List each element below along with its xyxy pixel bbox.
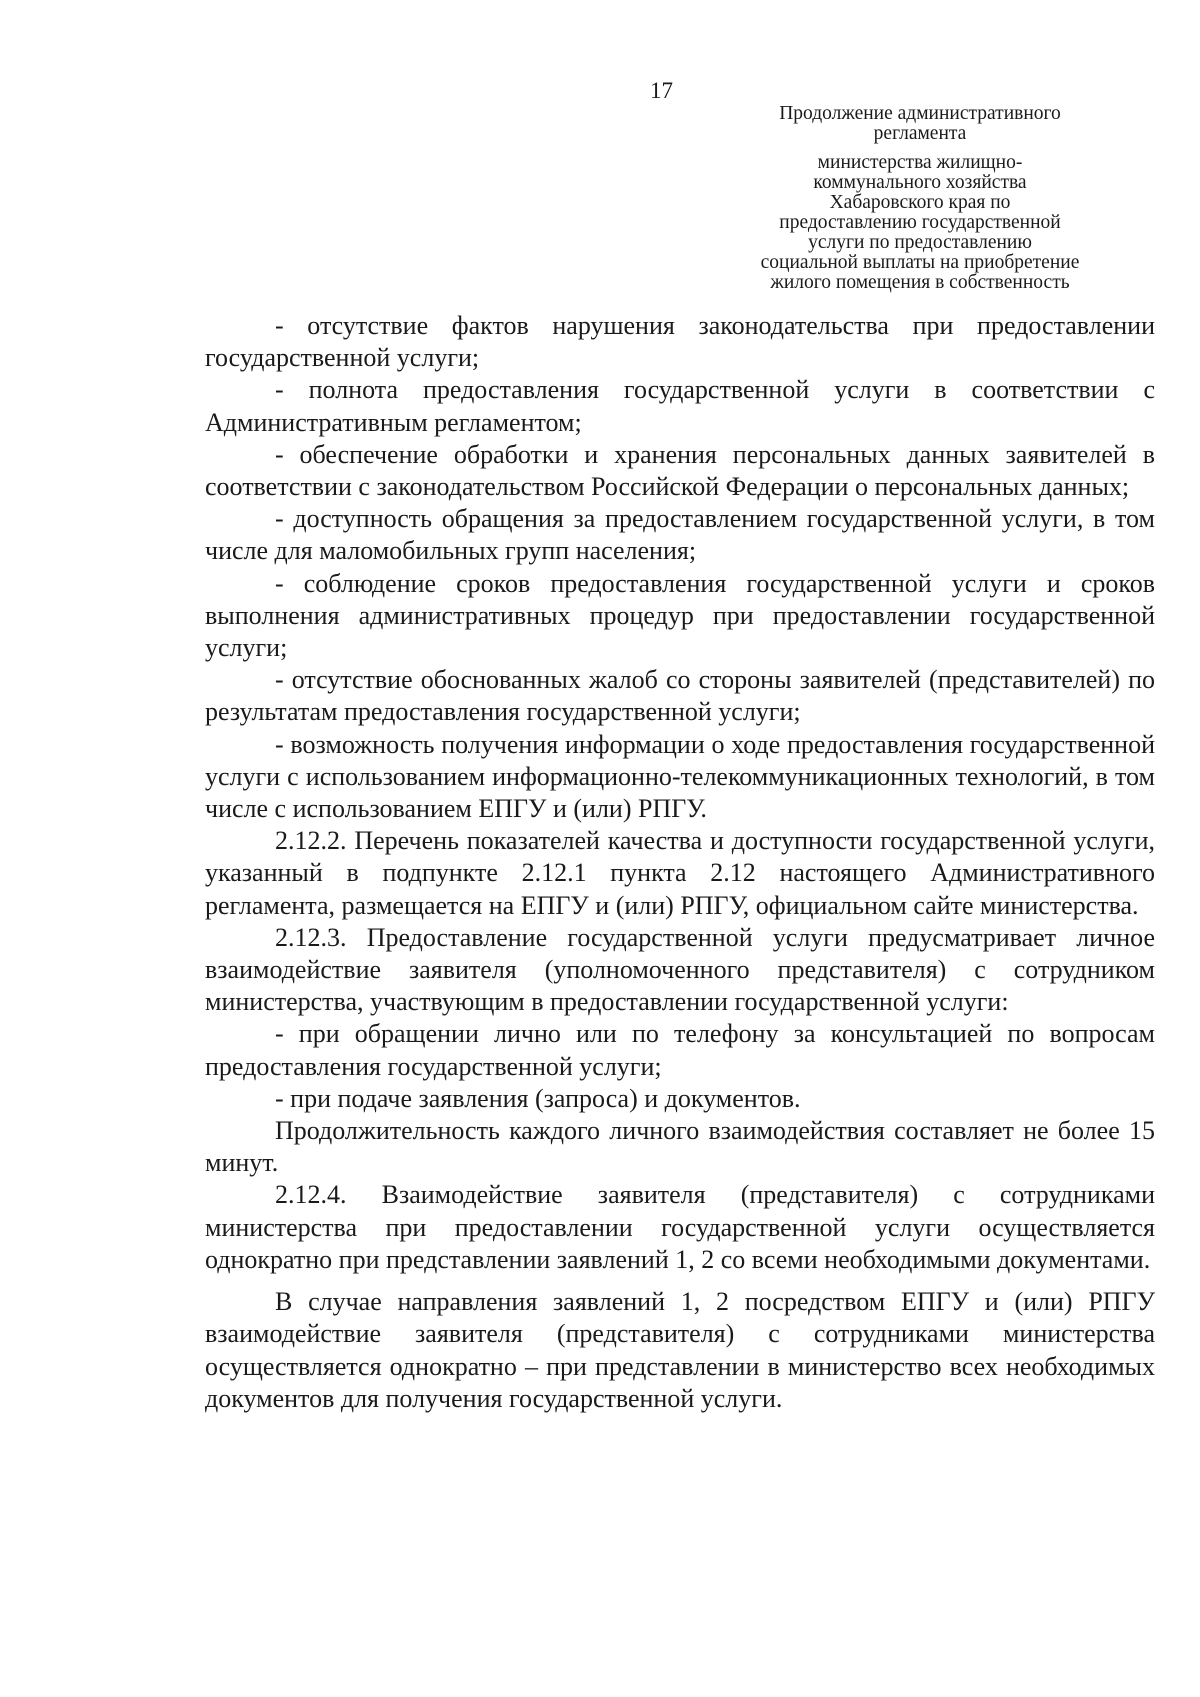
paragraph: 2.12.2. Перечень показателей качества и доступности государственной услуги, указанный в подпункте 2.12.1 пункта 2.12 настоящего Административного регламента, размещается на ЕПГУ и (или) РПГУ, официальном сайте министерства.	[205, 826, 1155, 920]
paragraph: - доступность обращения за предоставлением государственной услуги, в том числе для маломобильных групп населения;	[205, 504, 1155, 566]
header-line: коммунального хозяйства	[813, 172, 1027, 193]
header-line: регламента	[873, 123, 967, 144]
paragraph: - возможность получения информации о ходе предоставления государственной услуги с использованием информационно-телекоммуникационных технологий, в том числе с использованием ЕПГУ и (или) РПГУ.	[205, 729, 1155, 824]
paragraph: 2.12.4. Взаимодействие заявителя (представителя) с сотрудниками министерства при предоставлении государственной услуги осуществляется однократно при представлении заявлений 1, 2 со всеми необходимыми документами.	[205, 1180, 1155, 1274]
paragraph: - отсутствие фактов нарушения законодательства при предоставлении государственной услуги;	[205, 311, 1155, 373]
paragraph: Продолжительность каждого личного взаимодействия составляет не более 15 минут.	[205, 1116, 1155, 1178]
paragraph: В случае направления заявлений 1, 2 посредством ЕПГУ и (или) РПГУ взаимодействие заявителя (представителя) с сотрудниками министерства осуществляется однократно – при представлении в министерство всех необходимых документов для получения государственной услуги.	[205, 1287, 1155, 1413]
paragraph: - полнота предоставления государственной услуги в соответствии с Административным регламентом;	[205, 375, 1155, 437]
paragraph: 2.12.3. Предоставление государственной услуги предусматривает личное взаимодействие заявителя (уполномоченного представителя) с сотрудником министерства, участвующим в предоставлении государственной услуги:	[205, 922, 1155, 1017]
paragraph: - обеспечение обработки и хранения персональных данных заявителей в соответствии с законодательством Российской Федерации о персональных данных;	[205, 439, 1155, 502]
document-header	[740, 104, 1100, 293]
paragraph: - при обращении лично или по телефону за консультацией по вопросам предоставления государственной услуги;	[205, 1019, 1155, 1081]
paragraph: - соблюдение сроков предоставления государственной услуги и сроков выполнения административных процедур при предоставлении государственной услуги;	[205, 568, 1155, 663]
page-number: 17	[650, 78, 673, 103]
header-line: министерства жилищно-	[817, 152, 1023, 173]
header-line: жилого помещения в собственность	[770, 272, 1070, 293]
paragraph: - при подаче заявления (запроса) и документов.	[275, 1083, 801, 1113]
paragraph: - отсутствие обоснованных жалоб со стороны заявителей (представителей) по результатам предоставления государственной услуги;	[205, 665, 1155, 727]
header-line: Хабаровского края по	[829, 192, 1011, 213]
header-line: предоставлению государственной	[779, 212, 1061, 233]
header-line: услуги по предоставлению	[808, 232, 1032, 253]
document-body	[205, 310, 1155, 1415]
header-line: социальной выплаты на приобретение	[760, 252, 1080, 273]
header-line: Продолжение административного	[779, 103, 1061, 124]
